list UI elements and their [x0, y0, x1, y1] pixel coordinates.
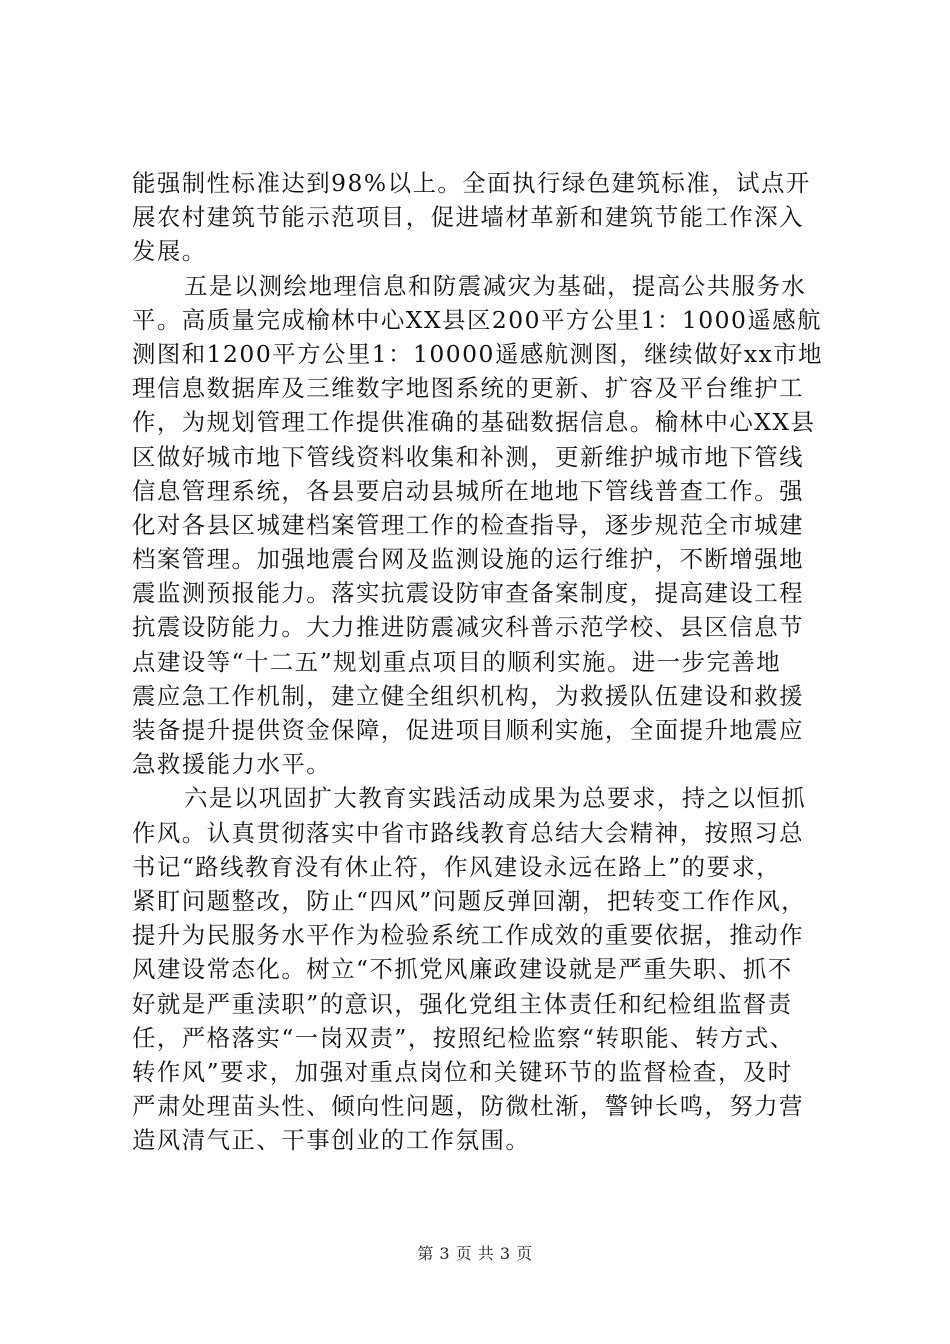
- text-line: 能强制性标准达到98%以上。全面执行绿色建筑标准，试点开: [132, 169, 811, 197]
- text-line: 震监测预报能力。落实抗震设防审查备案制度，提高建设工程: [132, 579, 805, 608]
- text-line: 抗震设防能力。大力推进防震减灾科普示范学校、县区信息节: [132, 613, 805, 642]
- text-line: 好就是严重渎职”的意识，强化党组主体责任和纪检组监督责: [132, 989, 793, 1018]
- text-line: 信息管理系统，各县要启动县城所在地地下管线普查工作。强: [132, 476, 805, 505]
- text-line: 测图和1200平方公里1：10000遥感航测图，继续做好xx市地: [132, 339, 824, 368]
- text-line: 风建设常态化。树立“不抓党风廉政建设就是严重失职、抓不: [132, 955, 793, 984]
- text-line: 发展。: [132, 237, 207, 266]
- document-body: [132, 166, 822, 1157]
- text-line: 装备提升提供资金保障，促进项目顺利实施，全面提升地震应: [132, 716, 805, 744]
- text-line: 作，为规划管理工作提供准确的基础数据信息。榆林中心XX县: [132, 408, 816, 437]
- page-number-footer: 第 3 页 共 3 页: [417, 1244, 533, 1263]
- text-line: 平。高质量完成榆林中心XX县区200平方公里1：1000遥感航: [132, 305, 823, 334]
- text-line: 作风。认真贯彻落实中省市路线教育总结大会精神，按照习总: [132, 818, 805, 847]
- text-line: 理信息数据库及三维数字地图系统的更新、扩容及平台维护工: [132, 374, 805, 403]
- text-line: 造风清气正、干事创业的工作氛围。: [132, 1126, 531, 1155]
- text-line: 区做好城市地下管线资料收集和补测，更新维护城市地下管线: [132, 442, 805, 471]
- text-line: 点建设等“十二五”规划重点项目的顺利实施。进一步完善地: [132, 647, 782, 676]
- text-line: 化对各县区城建档案管理工作的检查指导，逐步规范全市城建: [132, 510, 805, 539]
- text-line: 急救援能力水平。: [132, 750, 332, 779]
- text-line: 紧盯问题整改，防止“四风”问题反弹回潮，把转变工作作风，: [132, 886, 807, 915]
- text-line: 提升为民服务水平作为检验系统工作成效的重要依据，推动作: [132, 921, 805, 950]
- text-line: 档案管理。加强地震台网及监测设施的运行维护，不断增强地: [132, 545, 805, 574]
- text-line: 任，严格落实“一岗双责”，按照纪检监察“转职能、转方式、: [132, 1023, 795, 1052]
- paragraph-six-first-line: 六是以巩固扩大教育实践活动成果为总要求，持之以恒抓: [184, 784, 807, 813]
- text-line: 书记“路线教育没有休止符，作风建设永远在路上”的要求，: [132, 852, 782, 881]
- paragraph-five-first-line: 五是以测绘地理信息和防震减灾为基础，提高公共服务水: [184, 271, 807, 300]
- text-line: 转作风”要求，加强对重点岗位和关键环节的监督检查，及时: [132, 1057, 793, 1086]
- text-line: 震应急工作机制，建立健全组织机构，为救援队伍建设和救援: [132, 681, 805, 710]
- text-line: 严肃处理苗头性、倾向性问题，防微杜渐，警钟长鸣，努力营: [132, 1092, 805, 1121]
- text-line: 展农村建筑节能示范项目，促进墙材革新和建筑节能工作深入: [132, 203, 805, 232]
